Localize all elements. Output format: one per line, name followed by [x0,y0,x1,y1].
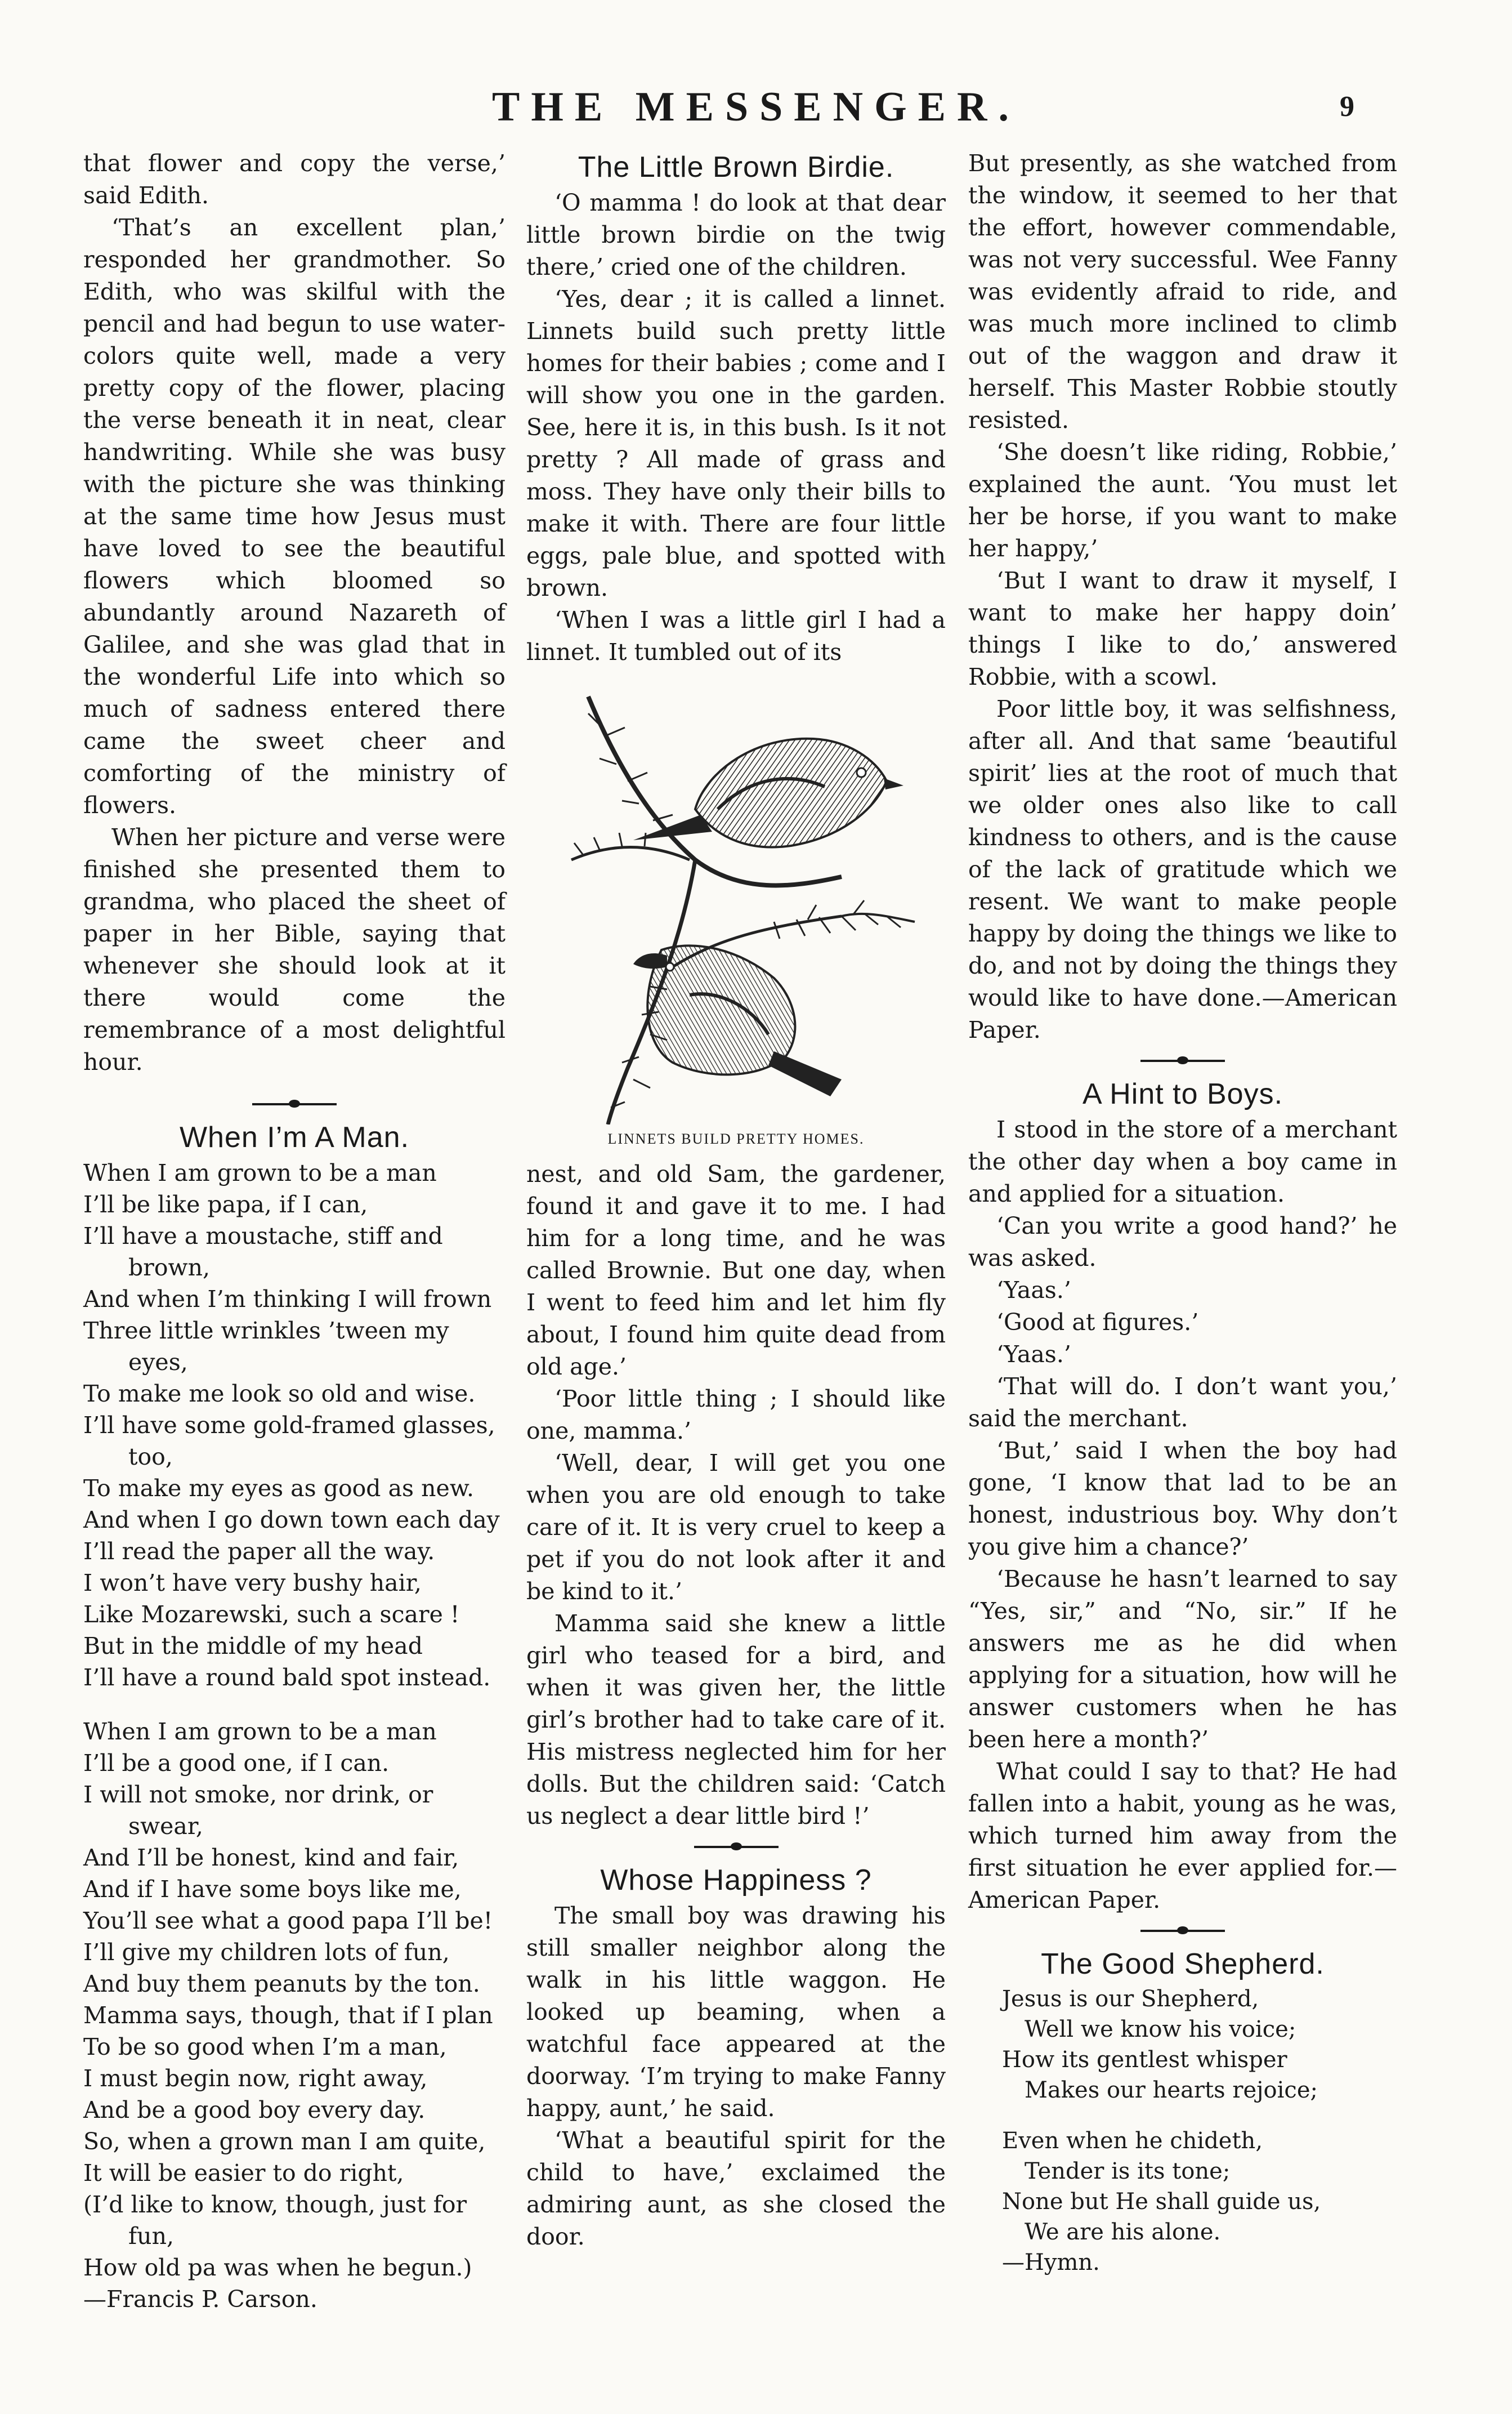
hymn-line: Jesus is our Shepherd, [1002,1986,1259,2012]
paragraph: I stood in the store of a merchant the other day when a boy came in and applied for a situation. [968,1116,1397,1207]
paragraph: ‘Can you write a good hand?’ he was asked. [968,1212,1397,1271]
paragraph: ‘But I want to draw it myself, I want to make her happy doin’ things I like to do,’ answered Robbie, with a scowl. [968,567,1397,690]
masthead [0,79,1512,141]
hymn-line: Even when he chideth, [1002,2128,1263,2154]
paragraph: ‘Well, dear, I will get you one when you are old enough to take care of it. It is very cruel to keep a pet if you do not look after it and be kind to it.’ [526,1449,946,1605]
paragraph: ‘What a beautiful spirit for the child to have,’ exclaimed the admiring aunt, as she closed the door. [526,2127,946,2250]
paragraph: ‘But,’ said I when the boy had gone, ‘I know that lad to be an honest, industrious boy. Why don’t you give him a chance?’ [968,1437,1397,1560]
divider-ornament [968,1916,1397,1944]
paragraph: ‘O mamma ! do look at that dear little brown birdie on the twig there,’ cried one of the children. [526,189,946,280]
paragraph: ‘Yaas.’ [996,1341,1071,1368]
column-2 [526,148,946,2253]
paragraph: ‘Poor little thing ; I should like one, mamma.’ [526,1385,946,1444]
poem-line: Mamma says, though, that if I plan [83,2002,493,2029]
poem-line: And be a good boy every day. [83,2096,426,2123]
poem-line: To make me look so old and wise. [83,1380,476,1407]
paragraph: ‘When I was a little girl I had a linnet. It tumbled out of its [526,606,946,666]
hymn-line: Well we know his voice; [1025,2016,1296,2042]
poem-line: I’ll give my children lots of fun, [83,1939,450,1966]
poem-line: To make my eyes as good as new. [83,1475,475,1502]
column-1 [83,148,506,2315]
poem-line: When I am grown to be a man [83,1159,437,1186]
paragraph: nest, and old Sam, the gardener, found it and gave it to me. I had him for a long time, and he was called Brownie. But one day, when I went to feed him and let him fly about, I found him quite dead from old age.’ [526,1161,946,1380]
newspaper-title: THE MESSENGER. [492,84,1020,130]
hymn-title-good-shepherd: The Good Shepherd. [1041,1948,1325,1980]
paragraph: ‘That’s an excellent plan,’ responded her grandmother. So Edith, who was skilful with the pencil and had begun to use water-colors quite well, made a very pretty copy of the flower, placing the verse beneath it in neat, clear handwriting. While she was busy with the picture she was thinking at the same time how Jesus must have loved to see the beautiful flowers which bloomed so abundantly around Nazareth of Galilee, and she was glad that in the wonderful Life into which so much of sadness entered there came the sweet cheer and comforting of the ministry of flowers. [83,214,506,819]
page-number: 9 [1340,91,1354,123]
poem-line: You’ll see what a good papa I’ll be! [83,1907,493,1934]
poem-line: It will be easier to do right, [83,2159,404,2187]
poem-line: I will not smoke, nor drink, or swear, [83,1781,433,1840]
poem-line: But in the middle of my head [83,1632,423,1659]
linnet-birds-engraving [526,674,946,1125]
divider-ornament [83,1090,506,1118]
poem-line: And buy them peanuts by the ton. [83,1970,480,1997]
paragraph: that flower and copy the verse,’ said Edith. [83,150,506,209]
linnets-illustration [526,674,946,1158]
poem-line: I’ll be like papa, if I can, [83,1191,368,1218]
paragraph: ‘Because he hasn’t learned to say “Yes, sir,” and “No, sir.” If he answers me as he did when applying for a situation, how will he answer customers when he has been here a month?’ [968,1565,1397,1753]
poem-line: And when I’m thinking I will frown [83,1286,492,1313]
story-title-hint-to-boys: A Hint to Boys. [1082,1078,1283,1110]
hymn-line: None but He shall guide us, [1002,2189,1321,2215]
poem-line: And I’ll be honest, kind and fair, [83,1844,459,1871]
paragraph: What could I say to that? He had fallen into a habit, young as he was, which turned him away from the first situation he ever applied for.—American Paper. [968,1758,1397,1913]
paragraph: When her picture and verse were finished she presented them to grandma, who placed the sheet of paper in her Bible, saying that whenever she should look at it there would come the remembrance of a most delightful hour. [83,824,506,1076]
story-title-little-brown-birdie: The Little Brown Birdie. [578,151,894,184]
hymn-line: Tender is its tone; [1025,2158,1231,2184]
paragraph: But presently, as she watched from the window, it seemed to her that the effort, however commendable, was not very successful. Wee Fanny was evidently afraid to ride, and was much more inclined to climb out of the waggon and draw it herself. This Master Robbie stoutly resisted. [968,150,1397,434]
paragraph: ‘Yes, dear ; it is called a linnet. Linnets build such pretty little homes for their babies ; come and I will show you one in the garden. See, here it is, in this bush. Is it not pretty ? All made of grass and moss. They have only their bills to make it with. There are four little eggs, pale blue, and spotted with brown. [526,285,946,601]
divider-ornament [968,1046,1397,1074]
hymn-line: Makes our hearts rejoice; [1025,2077,1318,2103]
poem-line: I won’t have very bushy hair, [83,1569,422,1596]
story-title-whose-happiness: Whose Happiness ? [600,1864,872,1897]
poem-line: So, when a grown man I am quite, [83,2128,486,2155]
column-3 [968,148,1397,2278]
poem-line: I’ll have a moustache, stiff and brown, [83,1222,443,1281]
paragraph: ‘Yaas.’ [996,1277,1071,1304]
poem-line: I must begin now, right away, [83,2065,428,2092]
poem-line: And when I go down town each day [83,1506,500,1533]
poem-line: I’ll have a round bald spot instead. [83,1664,491,1691]
hymn-line: We are his alone. [1025,2219,1221,2245]
poem-author: —Francis P. Carson. [83,2286,317,2313]
poem-line: Three little wrinkles ’tween my eyes, [83,1317,449,1376]
bottom-linnet [633,945,842,1096]
paragraph: ‘She doesn’t like riding, Robbie,’ explained the aunt. ‘You must let her be horse, if you want to make her happy,’ [968,439,1397,562]
paragraph: Mamma said she knew a little girl who teased for a bird, and when it was given her, the little girl’s brother had to take care of it. His mistress neglected him for her dolls. But the children said: ‘Catch us neglect a dear little bird !’ [526,1610,946,1830]
poem-line: How old pa was when he begun.) [83,2254,472,2281]
poem-when-im-a-man [83,1157,506,2315]
poem-line: (I’d like to know, though, just for fun, [83,2191,467,2250]
paragraph: ‘Good at figures.’ [996,1309,1199,1336]
paragraph: Poor little boy, it was selfishness, after all. And that same ‘beautiful spirit’ lies at the root of much that we older ones also like to call kindness to others, and is the cause of the lack of gratitude which we resent. We want to make people happy by doing the things we like to do, and not by doing the things they would like to have done.—American Paper. [968,695,1397,1043]
poem-line: When I am grown to be a man [83,1718,437,1745]
poem-title: When I’m A Man. [179,1121,410,1154]
top-linnet [633,739,903,847]
poem-line: I’ll read the paper all the way. [83,1538,435,1565]
hymn-line: How its gentlest whisper [1002,2047,1287,2073]
poem-line: I’ll be a good one, if I can. [83,1750,390,1777]
hymn-good-shepherd [968,1984,1397,2278]
hymn-credit: —Hymn. [1002,2250,1100,2275]
divider-ornament [526,1832,946,1860]
poem-line: Like Mozarewski, such a scare ! [83,1601,460,1628]
paragraph: ‘That will do. I don’t want you,’ said the merchant. [968,1373,1397,1432]
paragraph: The small boy was drawing his still smaller neighbor along the walk in his little waggon. He looked up beaming, when a watchful face appeared at the doorway. ‘I’m trying to make Fanny happy, aunt,’ he said. [526,1902,946,2122]
poem-line: I’ll have some gold-framed glasses, too, [83,1412,495,1470]
poem-line: To be so good when I’m a man, [83,2033,447,2060]
figure-caption: LINNETS BUILD PRETTY HOMES. [607,1131,865,1147]
poem-line: And if I have some boys like me, [83,1876,462,1903]
